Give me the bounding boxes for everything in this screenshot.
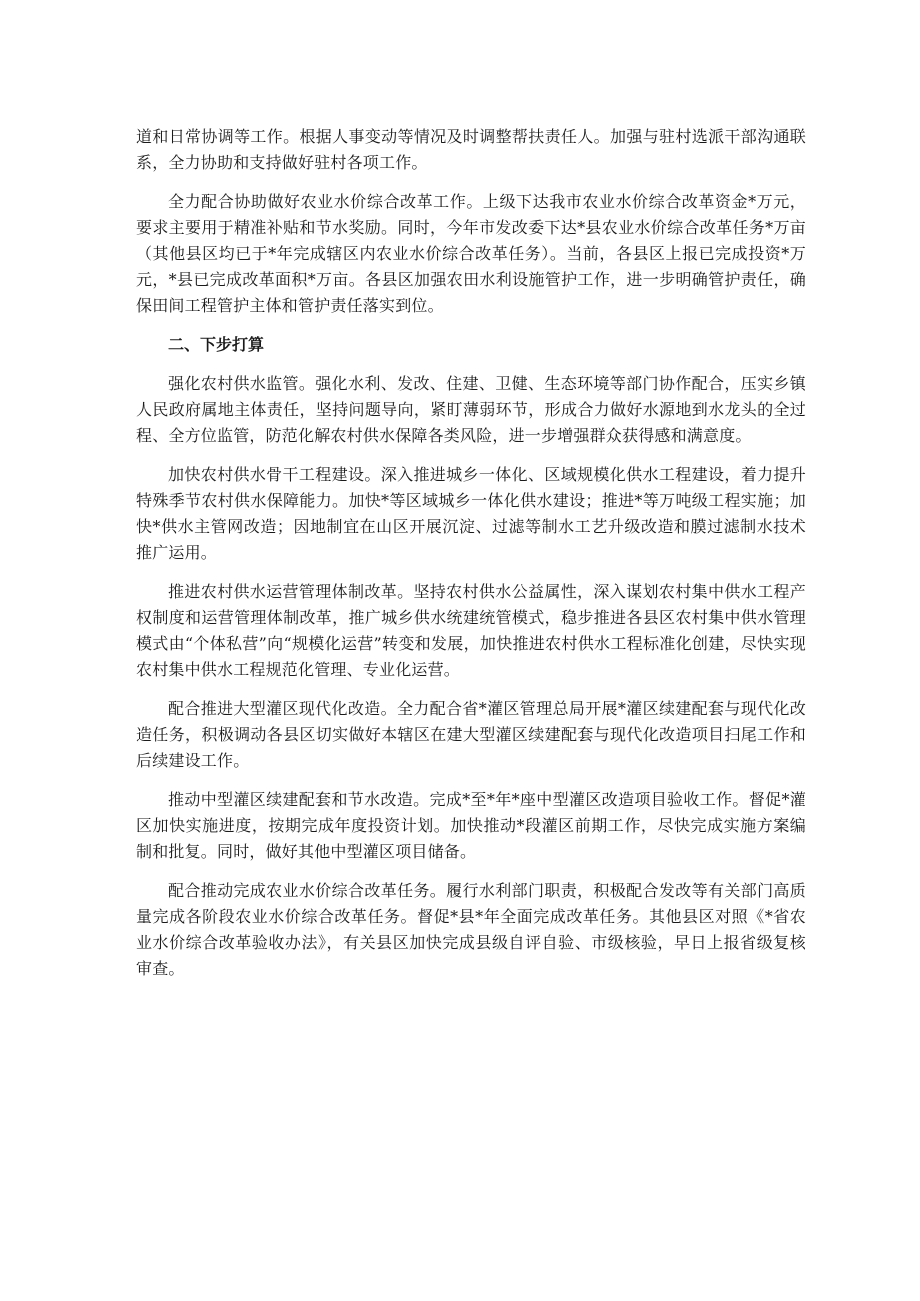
paragraph-large-irrigation-modernization: 配合推进大型灌区现代化改造。全力配合省*灌区管理总局开展*灌区续建配套与现代化改造任务，积极调动各县区切实做好本辖区在建大型灌区续建配套与现代化改造项目扫尾工作和后续建设工作。 — [136, 699, 806, 770]
document-page — [136, 124, 806, 995]
paragraph-operation-reform: 推进农村供水运营管理体制改革。坚持农村供水公益属性，深入谋划农村集中供水工程产权制度和运营管理体制改革，推广城乡供水统建统管模式，稳步推进各县区农村集中供水管理模式由“个体私营”向“规模化运营”转变和发展，加快推进农村供水工程标准化创建，尽快实现农村集中供水工程规范化管理、专业化运营。 — [136, 582, 806, 679]
paragraph-backbone-project-construction: 加快农村供水骨干工程建设。深入推进城乡一体化、区域规模化供水工程建设，着力提升特殊季节农村供水保障能力。加快*等区域城乡一体化供水建设；推进*等万吨级工程实施；加快*供水主管网改造；因地制宜在山区开展沉淀、过滤等制水工艺升级改造和膜过滤制水技术推广运用。 — [136, 465, 806, 562]
section-heading-next-steps: 二、下步打算 — [168, 335, 265, 354]
paragraph-water-price-reform-work: 全力配合协助做好农业水价综合改革工作。上级下达我市农业水价综合改革资金*万元，要求主要用于精准补贴和节水奖励。同时，今年市发改委下达*县农业水价综合改革任务*万亩（其他县区均已于*年完成辖区内农业水价综合改革任务）。当前，各县区上报已完成投资*万元，*县已完成改革面积*万亩。各县区加强农田水利设施管护工作，进一步明确管护责任，确保田间工程管护主体和管护责任落实到位。 — [136, 192, 806, 315]
paragraph-medium-irrigation-renovation: 推动中型灌区续建配套和节水改造。完成*至*年*座中型灌区改造项目验收工作。督促*灌区加快实施进度，按期完成年度投资计划。加快推动*段灌区前期工作，尽快完成实施方案编制和批复。同时，做好其他中型灌区项目储备。 — [136, 790, 806, 861]
paragraph-water-price-reform-tasks: 配合推动完成农业水价综合改革任务。履行水利部门职责，积极配合发改等有关部门高质量完成各阶段农业水价综合改革任务。督促*县*年全面完成改革任务。其他县区对照《*省农业水价综合改革验收办法》，有关县区加快完成县级自评自验、市级核验，早日上报省级复核审查。 — [136, 881, 806, 978]
paragraph-rural-water-supervision: 强化农村供水监管。强化水利、发改、住建、卫健、生态环境等部门协作配合，压实乡镇人民政府属地主体责任，坚持问题导向，紧盯薄弱环节，形成合力做好水源地到水龙头的全过程、全方位监管，防范化解农村供水保障各类风险，进一步增强群众获得感和满意度。 — [136, 374, 806, 445]
paragraph-continuation: 道和日常协调等工作。根据人事变动等情况及时调整帮扶责任人。加强与驻村选派干部沟通联系，全力协助和支持做好驻村各项工作。 — [136, 127, 806, 172]
